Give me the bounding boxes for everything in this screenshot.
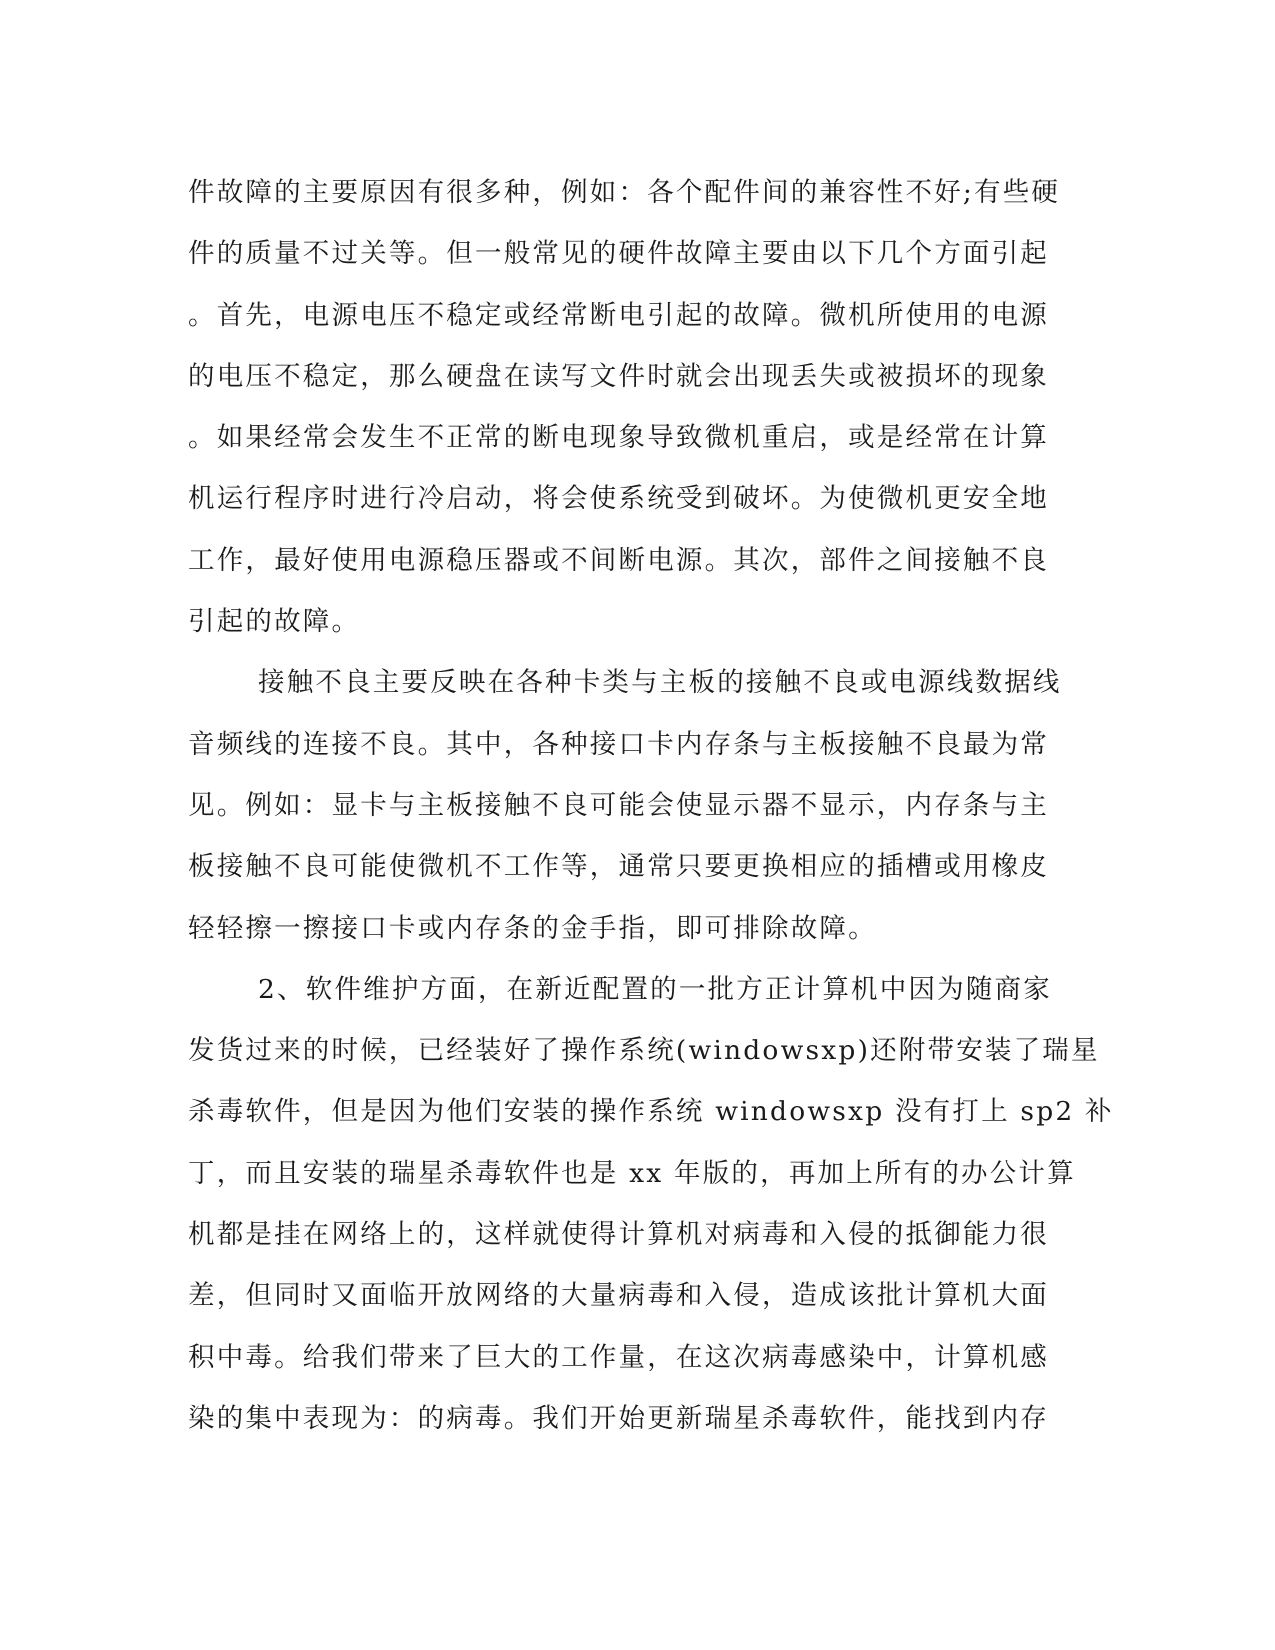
text-line-20: 积中毒。给我们带来了巨大的工作量，在这次病毒感染中，计算机感 bbox=[188, 1341, 1049, 1373]
text-line-4: 的电压不稳定，那么硬盘在读写文件时就会出现丢失或被损坏的现象 bbox=[188, 360, 1049, 392]
text-line-21: 染的集中表现为：的病毒。我们开始更新瑞星杀毒软件，能找到内存 bbox=[188, 1402, 1049, 1434]
text-line-1: 件故障的主要原因有很多种，例如：各个配件间的兼容性不好;有些硬 bbox=[188, 177, 1061, 208]
text-line-9: 接触不良主要反映在各种卡类与主板的接触不良或电源线数据线 bbox=[258, 667, 1062, 699]
text-line-12: 板接触不良可能使微机不工作等，通常只要更换相应的插槽或用橡皮 bbox=[188, 851, 1049, 883]
text-line-16: 杀毒软件，但是因为他们安装的操作系统 windowsxp 没有打上 sp2 补 bbox=[188, 1096, 1114, 1128]
text-line-5: 。如果经常会发生不正常的断电现象导致微机重启，或是经常在计算 bbox=[188, 422, 1049, 454]
text-line-17: 丁，而且安装的瑞星杀毒软件也是 xx 年版的，再加上所有的办公计算 bbox=[188, 1157, 1076, 1189]
text-line-7: 工作，最好使用电源稳压器或不间断电源。其次，部件之间接触不良 bbox=[188, 544, 1049, 576]
text-line-3: 。首先，电源电压不稳定或经常断电引起的故障。微机所使用的电源 bbox=[188, 299, 1049, 331]
text-line-11: 见。例如：显卡与主板接触不良可能会使显示器不显示，内存条与主 bbox=[188, 789, 1049, 821]
text-line-2: 件的质量不过关等。但一般常见的硬件故障主要由以下几个方面引起 bbox=[188, 238, 1049, 270]
text-line-18: 机都是挂在网络上的，这样就使得计算机对病毒和入侵的抵御能力很 bbox=[188, 1219, 1049, 1251]
text-line-6: 机运行程序时进行冷启动，将会使系统受到破坏。为使微机更安全地 bbox=[188, 483, 1049, 515]
body-text bbox=[188, 162, 1114, 1449]
text-line-10: 音频线的连接不良。其中，各种接口卡内存条与主板接触不良最为常 bbox=[188, 728, 1049, 760]
text-line-8: 引起的故障。 bbox=[188, 606, 361, 638]
text-line-13: 轻轻擦一擦接口卡或内存条的金手指，即可排除故障。 bbox=[188, 912, 877, 944]
text-line-19: 差，但同时又面临开放网络的大量病毒和入侵，造成该批计算机大面 bbox=[188, 1280, 1049, 1312]
text-line-14: 2、软件维护方面，在新近配置的一批方正计算机中因为随商家 bbox=[258, 973, 1052, 1005]
text-line-15: 发货过来的时候，已经装好了操作系统(windowsxp)还附带安装了瑞星 bbox=[188, 1035, 1100, 1067]
